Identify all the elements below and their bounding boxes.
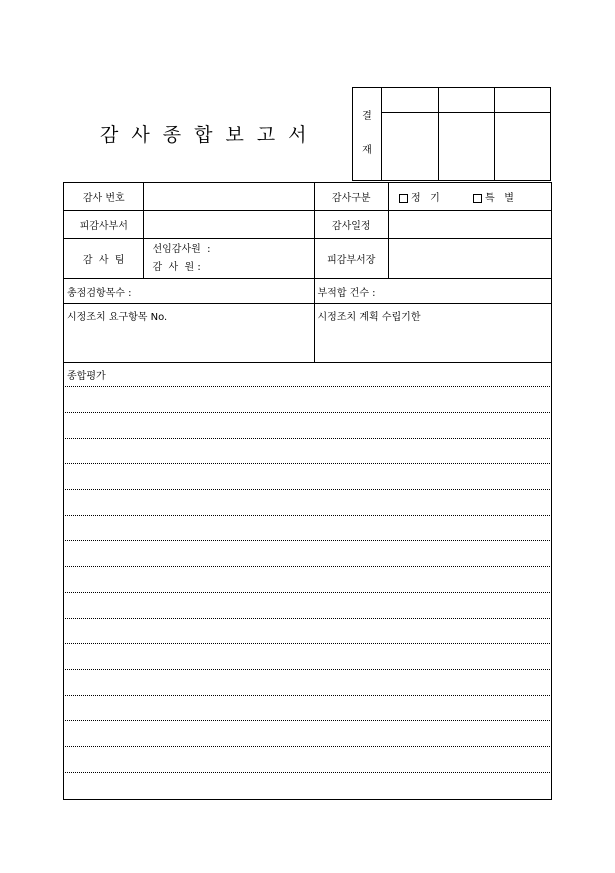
writing-line (65, 566, 550, 567)
writing-line (65, 772, 550, 773)
writing-line (65, 540, 550, 541)
title-char: 감 (100, 124, 119, 146)
writing-line (65, 386, 550, 387)
overall-evaluation-label: 종합평가 (67, 371, 106, 382)
approval-label-top: 결 (362, 111, 372, 122)
writing-line (65, 618, 550, 619)
title-char: 합 (194, 124, 213, 146)
corrective-plan-deadline-label: 시정조치 계획 수립기한 (317, 312, 421, 323)
total-checked-items-field[interactable] (64, 279, 315, 304)
writing-line (65, 695, 550, 696)
approval-sign-cell-3[interactable] (495, 113, 551, 181)
writing-line (65, 643, 550, 644)
report-form (63, 182, 552, 800)
approval-title-cell-1[interactable] (382, 88, 439, 113)
audited-dept-label: 피감사부서 (64, 211, 144, 239)
auditor-label: 감 사 원 : (152, 261, 201, 273)
audit-number-label: 감사 번호 (64, 183, 144, 211)
approval-sign-cell-1[interactable] (382, 113, 439, 181)
title-char: 보 (225, 124, 244, 146)
approval-sign-cell-2[interactable] (439, 113, 495, 181)
checkbox-icon[interactable] (399, 194, 408, 203)
writing-line (65, 412, 550, 413)
audit-schedule-field[interactable] (388, 211, 551, 239)
audited-dept-head-field[interactable] (388, 239, 551, 279)
audited-dept-field[interactable] (144, 211, 314, 239)
nonconforming-count-label: 부적합 건수 : (317, 287, 376, 299)
audit-number-field[interactable] (144, 183, 314, 211)
title-char: 종 (162, 124, 182, 146)
approval-title-cell-3[interactable] (495, 88, 551, 113)
writing-line (65, 720, 550, 721)
corrective-items-field[interactable] (64, 304, 315, 363)
approval-title-cell-2[interactable] (439, 88, 495, 113)
audit-team-field[interactable] (144, 239, 314, 279)
audit-type-options (388, 183, 551, 211)
writing-line (65, 489, 550, 490)
approval-box (352, 87, 551, 181)
writing-line (65, 438, 550, 439)
writing-line (65, 746, 550, 747)
total-checked-items-label: 총점검항목수 : (67, 287, 132, 299)
title-char: 사 (131, 124, 150, 146)
title-char: 고 (256, 124, 276, 146)
approval-label-bottom: 재 (362, 145, 372, 156)
senior-auditor-label: 선임감사원 : (152, 243, 211, 255)
corrective-items-label: 시정조치 요구항목 No. (67, 312, 168, 323)
audit-type-regular-checkbox[interactable] (399, 193, 440, 204)
writing-line (65, 592, 550, 593)
writing-line (65, 515, 550, 516)
audit-type-regular-label: 정 기 (410, 193, 440, 204)
approval-label (353, 88, 382, 181)
audit-type-special-checkbox[interactable] (473, 193, 514, 204)
audited-dept-head-label: 피감부서장 (314, 239, 388, 279)
audit-type-special-label: 특 별 (485, 193, 514, 204)
writing-line (65, 463, 550, 464)
audit-schedule-label: 감사일정 (314, 211, 388, 239)
corrective-plan-deadline-field[interactable] (314, 304, 551, 363)
writing-line (65, 669, 550, 670)
title-char: 서 (288, 124, 307, 146)
overall-evaluation-field[interactable] (64, 363, 552, 800)
page-title (100, 120, 320, 147)
audit-team-label: 감 사 팀 (64, 239, 144, 279)
audit-type-label: 감사구분 (314, 183, 388, 211)
checkbox-icon[interactable] (473, 194, 482, 203)
nonconforming-count-field[interactable] (314, 279, 551, 304)
